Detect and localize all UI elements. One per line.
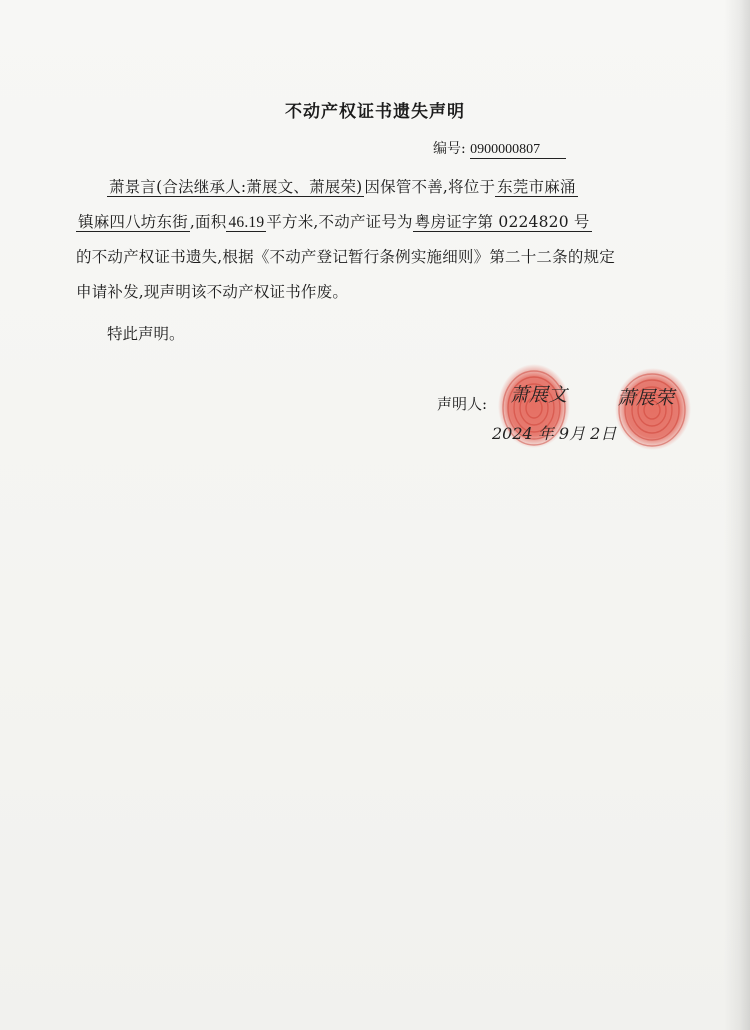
number-label: 编号:: [433, 141, 466, 157]
handwritten-date: 2024 年 9月 2日: [492, 424, 617, 443]
body-text-2: ,面积: [189, 213, 227, 231]
closing-statement: 特此声明。: [107, 325, 185, 343]
body-line-1: [76, 170, 696, 205]
body-text-3: 平方米,不动产证号为: [266, 213, 413, 231]
body-line-4: 申请补发,现声明该不动产权证书作废。: [76, 283, 349, 301]
body-line-2: [76, 205, 696, 240]
document-title: 不动产权证书遗失声明: [285, 102, 465, 122]
number-value: 0900000807: [470, 142, 566, 159]
signature-1: 萧展文: [510, 384, 568, 406]
scan-edge-shadow: [724, 0, 750, 1030]
body-text-1: 因保管不善,将位于: [364, 178, 496, 196]
statement-body: [76, 170, 696, 310]
signature-2: 萧展荣: [617, 387, 675, 409]
body-line-3: 的不动产权证书遗失,根据《不动产登记暂行条例实施细则》第二十二条的规定: [76, 248, 615, 266]
document-number-line: [433, 138, 566, 159]
declarant-label: 声明人:: [437, 395, 488, 413]
location-part-1: 东莞市麻涌: [497, 178, 576, 196]
cert-number: 粤房证字第 0224820 号: [414, 213, 590, 231]
heir-names: 萧景言(合法继承人:萧展文、萧展荣): [109, 178, 363, 196]
location-part-2: 镇麻四八坊东街: [78, 213, 188, 231]
area-value: 46.19: [228, 214, 265, 231]
